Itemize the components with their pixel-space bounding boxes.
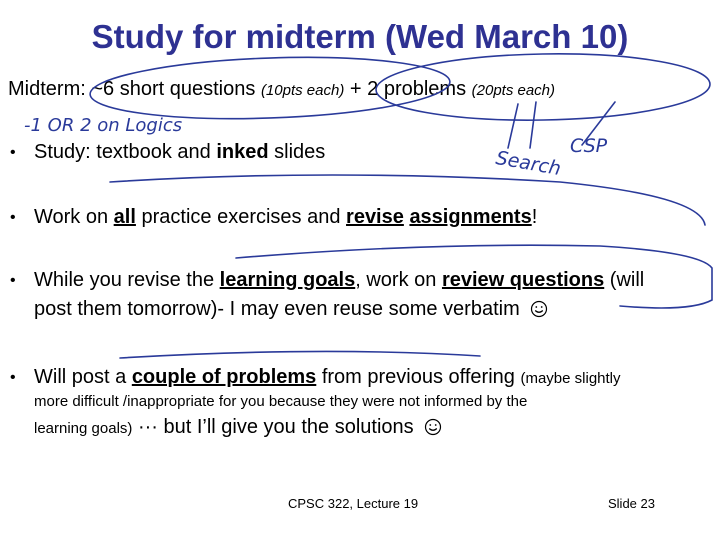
short-questions-points: (10pts each): [260, 82, 345, 99]
review-learning-goals: learning goals: [219, 269, 356, 291]
problems-points: (20pts each): [471, 82, 556, 99]
problems-maybe: (maybe slightly: [520, 370, 621, 387]
ink-arrow-search: [508, 104, 518, 148]
review-dash: )-: [210, 298, 225, 320]
bullet-review-line2: [34, 298, 548, 321]
bullet-practice: [34, 206, 537, 229]
study-post: slides: [274, 141, 326, 163]
review-will: (will: [609, 269, 645, 291]
bullet-dot: •: [10, 209, 16, 226]
practice-pre: Work on: [34, 206, 109, 228]
practice-revise: revise: [346, 206, 404, 228]
short-questions-text: 6 short questions: [103, 78, 256, 100]
review-verbatim: I may even reuse some verbatim: [229, 298, 520, 320]
practice-assignments: assignments: [409, 206, 532, 228]
bullet-dot: •: [10, 369, 16, 386]
ink-note-logics: -1 OR 2 on Logics: [24, 115, 183, 136]
review-pre: While you revise the: [34, 269, 215, 291]
problems-learning-goals: learning goals): [34, 420, 133, 437]
ink-curve-problems: [120, 351, 480, 358]
review-mid: , work on: [355, 269, 437, 291]
bullet-problems-line2: more difficult /inappropriate for you because they were not informed by the: [34, 393, 528, 410]
study-pre: Study: textbook and: [34, 141, 211, 163]
problems-pre: Will post a: [34, 366, 127, 388]
bullet-dot: •: [10, 272, 16, 289]
footer-course: CPSC 322, Lecture 19: [288, 496, 419, 511]
problems-mid: from previous offering: [321, 366, 515, 388]
smiley-icon: [424, 418, 442, 436]
bullet-dot: •: [10, 144, 16, 161]
plus-sign: +: [349, 78, 362, 100]
slide-title: Study for midterm (Wed March 10): [91, 18, 629, 55]
bullet-problems-line1: [34, 366, 621, 389]
review-post: post them tomorrow: [34, 298, 211, 320]
review-questions: review questions: [441, 269, 605, 291]
bullet-review-line1: [34, 269, 644, 292]
midterm-tilde: ~: [91, 78, 104, 100]
midterm-label: Midterm:: [8, 78, 86, 100]
practice-mid: practice exercises and: [141, 206, 341, 228]
bullet-study: [34, 141, 325, 164]
ink-note-search: Search: [494, 146, 563, 181]
ink-arrow-search-2: [530, 102, 536, 148]
ink-note-csp: CSP: [570, 135, 608, 157]
problems-text: 2 problems: [367, 78, 467, 100]
problems-solutions: ··· but I’ll give you the solutions: [137, 416, 414, 438]
study-inked: inked: [216, 141, 269, 163]
bullet-problems-line3: [34, 416, 442, 439]
footer-slide-number: Slide 23: [608, 496, 655, 511]
practice-all: all: [113, 206, 136, 228]
ink-arrow-csp: [582, 102, 615, 145]
smiley-icon: [530, 300, 548, 318]
midterm-line: [8, 78, 555, 101]
practice-exclaim: !: [531, 206, 538, 228]
problems-couple: couple of problems: [131, 366, 317, 388]
